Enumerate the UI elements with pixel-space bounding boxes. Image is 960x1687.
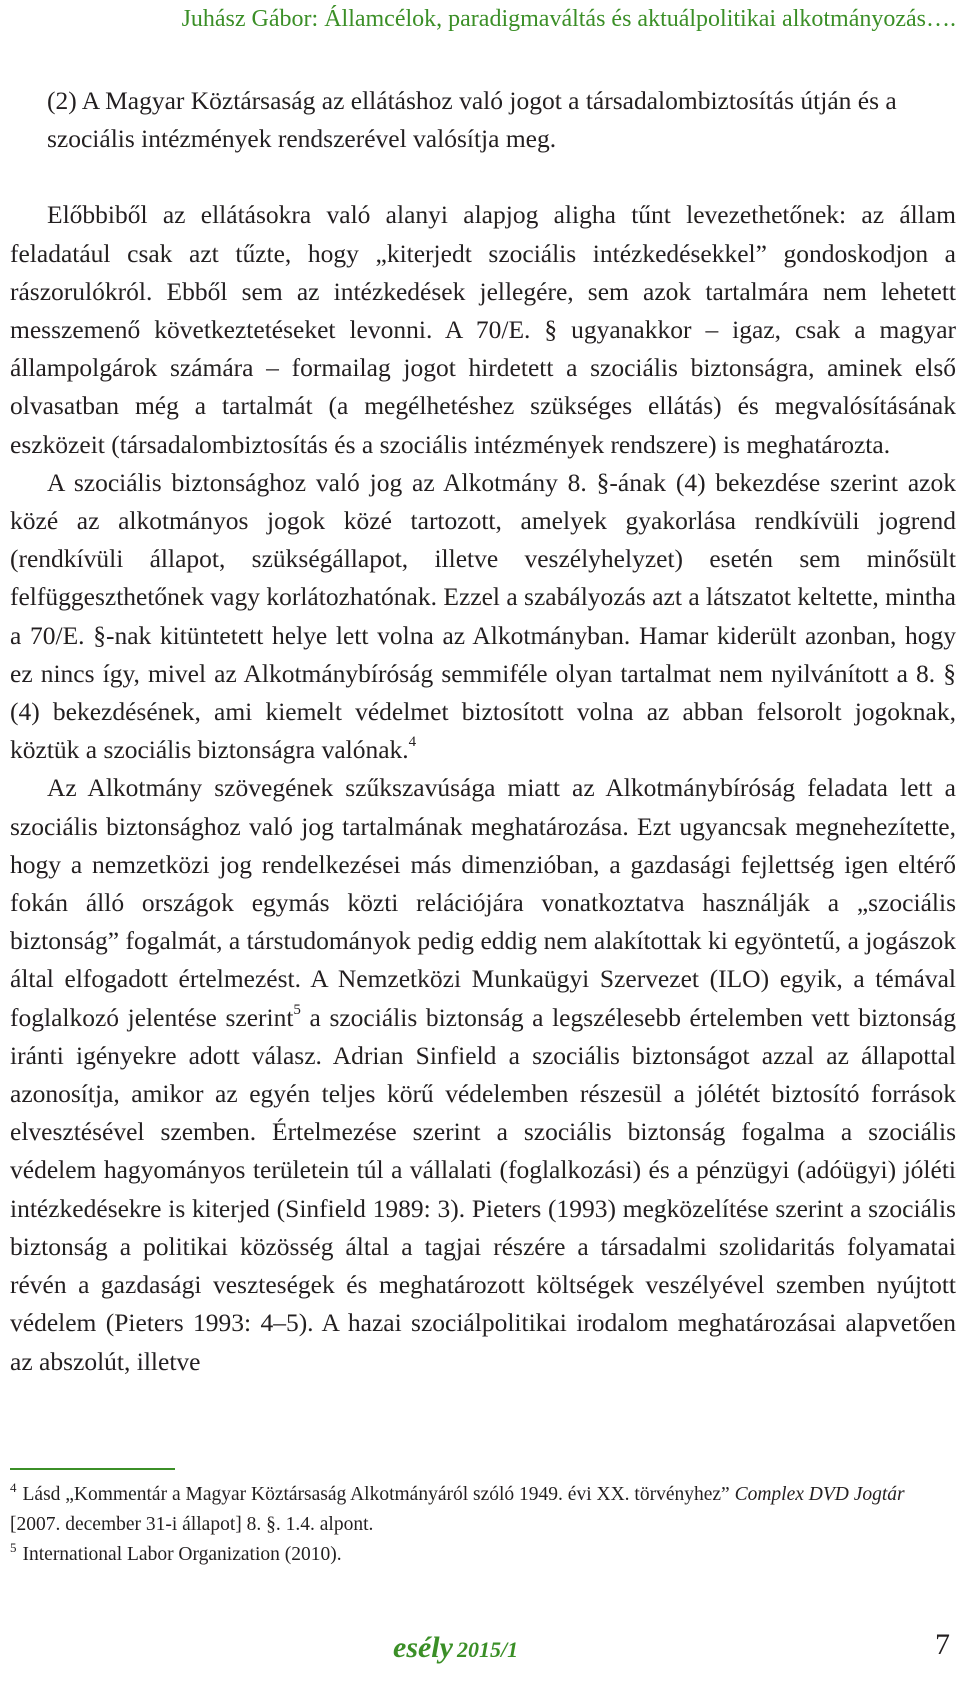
paragraph-2-text: A szociális biztonsághoz való jog az Alkotmány 8. §-ának (4) bekezdése szerint azok közé az alkotmányos jogok közé tartozott, amelyek gyakorlása rendkívüli jogrend (rendkívüli állapot, szükségállapot, illetve veszélyhelyzet) esetén sem minősült felfüggeszthetőnek vagy korlátozhatónak. Ezzel a szabályozás azt a látszatot keltette, mintha a 70/E. §-nak kitüntetett helye lett volna az Alkotmányban. Hamar kiderült azonban, hogy ez nincs így, mivel az Alkotmánybíróság semmiféle olyan tartalmat nem nyilvánított a 8. § (4) bekezdésének, ami kiemelt védelmet biztosított volna az abban felsorolt jogoknak, köztük a szociális biztonságra valónak. — [10, 467, 956, 765]
footnote-ref-4[interactable]: 4 — [408, 734, 417, 751]
footnote-ref-5[interactable]: 5 — [293, 1001, 301, 1018]
journal-issue: 2015/1 — [456, 1637, 519, 1662]
footnote-5 — [10, 1540, 956, 1570]
paragraph-1: Előbbiből az ellátásokra való alanyi alapjog aligha tűnt levezethetőnek: az állam feladatául csak azt tűzte, hogy „kiterjedt szociális intézkedésekkel” gondoskodjon a rászorulókról. Ebből sem az intézkedések jellegére, sem azok tartalmára nem lehetett messzemenő következtetéseket levonni. A 70/E. § ugyanakkor – igaz, csak a magyar állampolgárok számára – formailag jogot hirdetett a szociális biztonságra, aminek első olvasatban még a tartalmát (a megélhetéshez szükséges ellátás) és megvalósításának eszközeit (társadalombiztosítás és a szociális intézmények rendszere) is meghatározta. — [10, 200, 956, 459]
main-text — [10, 82, 956, 1381]
footnote-italic-source: Complex DVD Jogtár — [734, 1484, 905, 1505]
footnote-text: Lásd „Kommentár a Magyar Köztársaság Alkotmányáról szóló 1949. évi XX. törvényhez” — [22, 1484, 735, 1505]
footnote-number: 5 — [10, 1540, 17, 1555]
journal-footer — [393, 1631, 518, 1665]
quoted-provision: (2) A Magyar Köztársaság az ellátáshoz való jogot a társadalombiztosítás útján és a szociális intézmények rendszerével valósítja meg. — [47, 86, 897, 154]
footnote-text-rest: [2007. december 31-i állapot] 8. §. 1.4. alpont. — [10, 1514, 374, 1535]
page-number: 7 — [935, 1628, 950, 1661]
paragraph-3-text-b: a szociális biztonság a legszélesebb értelemben vett biztonság iránti igényekre adott válasz. Adrian Sinfield a szociális biztonságot azzal az állapottal azonosítja, amikor az egyén teljes körű védelemben részesül a jólétét biztosító források elvesztésével szemben. Értelmezése szerint a szociális biztonság fogalma a szociális védelem hagyományos területein túl a vállalati (foglalkozási) és a pénzügyi (adóügyi) jóléti intézkedésekre is kiterjed (Sinfield 1989: 3). Pieters (1993) megközelítése szerint a szociális biztonság a politikai közösség által a tagjai részére a társadalmi szolidaritás folyamatai révén a gazdasági veszteségek és meghatározott költségek veszélyével szemben nyújtott védelem (Pieters 1993: 4–5). A hazai szociálpolitikai irodalom meghatározásai alapvetően az abszolút, illetve — [10, 1002, 956, 1376]
paragraph-2 — [10, 464, 956, 770]
journal-name: esély — [393, 1631, 453, 1664]
footnotes — [10, 1480, 956, 1570]
footnote-4 — [10, 1480, 956, 1540]
paragraph-3 — [10, 769, 956, 1380]
footnote-text: International Labor Organization (2010). — [22, 1544, 342, 1565]
footnote-divider — [10, 1468, 175, 1470]
paragraph-3-text-a: Az Alkotmány szövegének szűkszavúsága miatt az Alkotmánybíróság feladata lett a szociális biztonsághoz való jog tartalmának meghatározása. Ezt ugyancsak megnehezítette, hogy a nemzetközi jog rendelkezései más dimenzióban, a gazdasági fejlettség igen eltérő fokán álló országok egymás közti relációjára vonatkoztatva használják a „szociális biztonság” fogalmát, a társtudományok pedig eddig nem alakítottak ki egyöntetű, a jogászok által elfogadott értelmezést. A Nemzetközi Munkaügyi Szervezet (ILO) egyik, a témával foglalkozó jelentése szerint — [10, 773, 956, 1032]
running-header: Juhász Gábor: Államcélok, paradigmaváltás és aktuálpolitikai alkotmányozás…. — [181, 6, 956, 32]
footnote-number: 4 — [10, 1480, 17, 1495]
